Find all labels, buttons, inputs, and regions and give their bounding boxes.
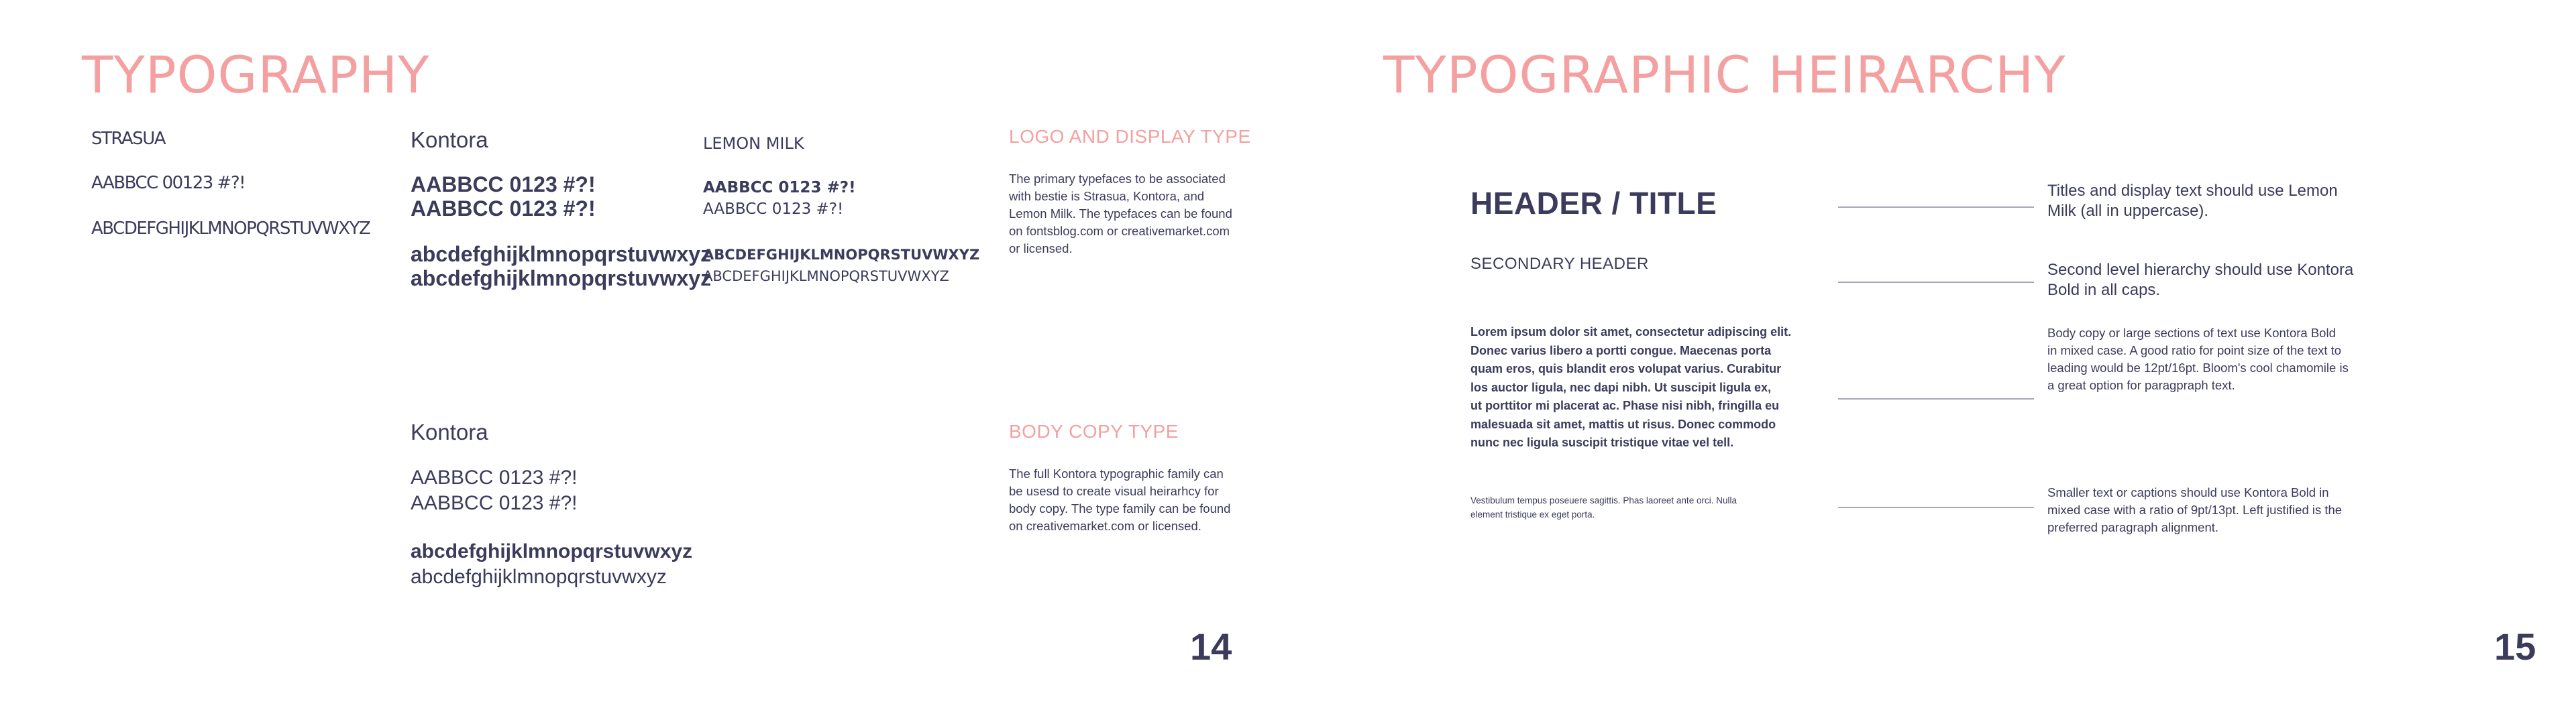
paragraph-line: The primary typefaces to be associated bbox=[1009, 172, 1226, 186]
paragraph-line: The full Kontora typographic family can bbox=[1009, 467, 1224, 481]
lemon-milk-alpha-bold: ABCDEFGHIJKLMNOPQRSTUVWXYZ bbox=[703, 247, 980, 263]
kontora-display-lower-2: abcdefghijklmnopqrstuvwxyz bbox=[411, 266, 712, 290]
sample-line: quam eros, quis blandit eros volupat varius. Curabitur bbox=[1470, 362, 1782, 375]
kontora-display-caps-2: AABBCC 0123 #?! bbox=[411, 196, 596, 221]
desc-line: Bold in all caps. bbox=[2047, 281, 2161, 299]
logo-display-paragraph bbox=[1009, 170, 1232, 257]
sample-line: Donec varius libero a portti congue. Maecenas porta bbox=[1470, 343, 1772, 357]
connector-rule-secondary bbox=[1838, 282, 2034, 283]
kontora-display-name: Kontora bbox=[411, 127, 488, 152]
lemon-milk-alpha-regular: ABCDEFGHIJKLMNOPQRSTUVWXYZ bbox=[703, 268, 949, 284]
desc-line: in mixed case. A good ratio for point size of the text to bbox=[2047, 343, 2342, 357]
sample-line: nunc nec ligula suscipit tristique vitae vel tell. bbox=[1470, 436, 1734, 449]
desc-caption bbox=[2047, 484, 2342, 536]
desc-line: Body copy or large sections of text use Kontora Bold bbox=[2047, 326, 2336, 340]
strasua-alphabet: ABCDEFGHIJKLMNOPQRSTUVWXYZ bbox=[91, 219, 370, 239]
desc-line: Milk (all in uppercase). bbox=[2047, 202, 2209, 220]
kontora-body-caps-1: AABBCC 0123 #?! bbox=[411, 467, 578, 489]
sample-line: Lorem ipsum dolor sit amet, consectetur adipiscing elit. bbox=[1470, 325, 1792, 339]
body-copy-heading: BODY COPY TYPE bbox=[1009, 421, 1179, 442]
desc-line: mixed case with a ratio of 9pt/13pt. Left justified is the bbox=[2047, 503, 2343, 517]
secondary-header-sample: SECONDARY HEADER bbox=[1470, 255, 1649, 273]
page-number-14: 14 bbox=[1190, 625, 1232, 668]
desc-body bbox=[2047, 324, 2349, 394]
desc-line: Smaller text or captions should use Kontora Bold in bbox=[2047, 485, 2329, 499]
paragraph-line: be usesd to create visual heirarhcy for bbox=[1009, 484, 1219, 498]
desc-line: Titles and display text should use Lemon bbox=[2047, 182, 2338, 200]
sample-line: element tristique ex eget porta. bbox=[1470, 509, 1595, 520]
kontora-display-lower-1: abcdefghijklmnopqrstuvwxyz bbox=[411, 242, 712, 266]
sample-line: malesuada sit amet, mattis ut risus. Donec commodo bbox=[1470, 417, 1776, 431]
body-copy-sample bbox=[1470, 323, 1791, 452]
lemon-milk-caps-regular: AABBCC 0123 #?! bbox=[703, 200, 844, 218]
paragraph-line: with bestie is Strasua, Kontora, and bbox=[1009, 189, 1205, 203]
page-number-15: 15 bbox=[2494, 625, 2536, 668]
connector-rule-header bbox=[1838, 206, 2034, 208]
connector-rule-caption bbox=[1838, 507, 2034, 508]
paragraph-line: body copy. The type family can be found bbox=[1009, 501, 1231, 516]
kontora-body-name: Kontora bbox=[411, 420, 488, 444]
kontora-body-lower-1: abcdefghijklmnopqrstuvwxyz bbox=[411, 540, 693, 562]
body-copy-paragraph bbox=[1009, 465, 1230, 535]
strasua-name: STRASUA bbox=[91, 129, 166, 149]
strasua-sample-caps: AABBCC 00123 #?! bbox=[91, 173, 246, 193]
paragraph-line: or licensed. bbox=[1009, 241, 1073, 255]
desc-line: a great option for paragpraph text. bbox=[2047, 378, 2235, 392]
page-title-typographic-heirarchy: TYPOGRAPHIC HEIRARCHY bbox=[1383, 45, 2066, 105]
logo-display-heading: LOGO AND DISPLAY TYPE bbox=[1009, 126, 1251, 147]
kontora-body-caps-2: AABBCC 0123 #?! bbox=[411, 492, 578, 514]
desc-line: Second level hierarchy should use Kontora bbox=[2047, 261, 2354, 279]
desc-line: preferred paragraph alignment. bbox=[2047, 520, 2219, 534]
paragraph-line: on fontsblog.com or creativemarket.com bbox=[1009, 224, 1230, 238]
sample-line: los auctor ligula, nec dapi nibh. Ut suscipit ligula ex, bbox=[1470, 380, 1772, 394]
paragraph-line: Lemon Milk. The typefaces can be found bbox=[1009, 206, 1232, 221]
sample-line: Vestibulum tempus poseuere sagittis. Phas laoreet ante orci. Nulla bbox=[1470, 495, 1737, 505]
lemon-milk-name: LEMON MILK bbox=[703, 134, 804, 153]
sample-line: ut porttitor mi placerat ac. Phase nisi nibh, fringilla eu bbox=[1470, 399, 1780, 412]
kontora-body-lower-2: abcdefghijklmnopqrstuvwxyz bbox=[411, 566, 667, 588]
kontora-display-caps-1: AABBCC 0123 #?! bbox=[411, 172, 596, 196]
lemon-milk-caps-bold: AABBCC 0123 #?! bbox=[703, 179, 856, 196]
header-title-sample: HEADER / TITLE bbox=[1470, 186, 1717, 221]
desc-line: leading would be 12pt/16pt. Bloom's cool chamomile is bbox=[2047, 361, 2349, 375]
desc-secondary bbox=[2047, 260, 2353, 300]
paragraph-line: on creativemarket.com or licensed. bbox=[1009, 519, 1201, 533]
page-title-typography: TYPOGRAPHY bbox=[82, 45, 430, 105]
desc-header bbox=[2047, 181, 2338, 221]
connector-rule-body bbox=[1838, 398, 2034, 400]
caption-sample bbox=[1470, 493, 1737, 522]
